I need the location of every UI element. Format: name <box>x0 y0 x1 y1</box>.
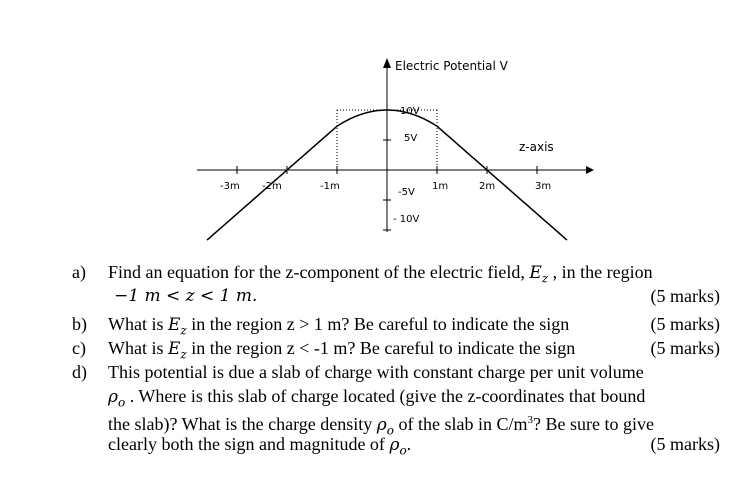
x-tick-label-3: 3m <box>535 181 552 192</box>
question-d-line1: This potential is due a slab of charge with constant charge per unit volume <box>108 362 644 382</box>
question-b-label: b) <box>72 314 87 334</box>
question-b <box>0 314 754 336</box>
question-c-label: c) <box>72 338 86 358</box>
cubic-exponent: 3 <box>527 414 533 426</box>
x-tick-label-2: 2m <box>479 181 496 192</box>
v-axis-label: Electric Potential V <box>395 59 508 73</box>
rho-sub: o <box>118 395 126 410</box>
question-d-line4-post: . <box>406 434 412 454</box>
question-a-line1: Find an equation for the z-component of the electric field, <box>108 262 530 282</box>
question-a-label: a) <box>72 262 86 282</box>
question-a-line1-end: , in the region <box>548 262 653 282</box>
ez-symbol <box>168 315 187 338</box>
rho-symbol <box>376 415 394 438</box>
ez-var: E <box>168 315 181 335</box>
rho-var: ρ <box>376 415 387 435</box>
question-b-marks: (5 marks) <box>650 314 720 334</box>
question-d-line4-pre: clearly both the sign and magnitude of <box>108 434 390 454</box>
question-d-line3-mid: of the slab in C/m <box>394 414 528 434</box>
ez-var: E <box>168 339 181 359</box>
question-a <box>0 262 754 306</box>
question-d <box>0 362 754 462</box>
x-tick-label-1: 1m <box>432 181 449 192</box>
question-a-region: −1 m < z < 1 m. <box>114 286 258 306</box>
y-tick-label-neg10: - 10V <box>393 214 420 225</box>
rho-sub: o <box>399 443 407 458</box>
y-tick-label-neg5: -5V <box>398 187 415 198</box>
y-tick-label-5: 5V <box>404 133 418 144</box>
z-axis-arrow <box>586 166 594 174</box>
question-c <box>0 338 754 360</box>
z-axis-label: z-axis <box>519 140 554 154</box>
question-d-line3-post: ? Be sure to give <box>533 414 654 434</box>
question-c-post: in the region z < -1 m? Be careful to indicate the sign <box>186 338 576 358</box>
rho-var: ρ <box>108 387 118 407</box>
question-a-marks: (5 marks) <box>650 286 720 306</box>
ez-sub: z <box>180 347 187 362</box>
ez-symbol <box>168 339 187 362</box>
ez-symbol <box>529 263 549 286</box>
ez-sub: z <box>180 323 187 338</box>
question-d-line2-text: . Where is this slab of charge located (give the z-coordinates that bound <box>125 386 646 406</box>
v-axis-arrow <box>383 58 391 68</box>
rho-symbol <box>389 435 407 458</box>
ez-sub: z <box>541 271 549 286</box>
question-c-marks: (5 marks) <box>650 338 720 358</box>
question-c-pre: What is <box>108 338 168 358</box>
rho-symbol <box>108 387 126 410</box>
question-b-pre: What is <box>108 314 168 334</box>
x-tick-label-neg2: -2m <box>262 181 282 192</box>
y-tick-label-10: 10V <box>400 106 420 117</box>
question-b-post: in the region z > 1 m? Be careful to indicate the sign <box>186 314 570 334</box>
ez-var: E <box>529 263 542 283</box>
x-tick-label-neg1: -1m <box>320 181 340 192</box>
rho-sub: o <box>386 423 394 438</box>
question-d-label: d) <box>72 362 87 382</box>
question-d-line4 <box>108 434 720 461</box>
x-tick-label-neg3: -3m <box>220 181 240 192</box>
question-d-marks: (5 marks) <box>650 434 720 454</box>
rho-var: ρ <box>389 435 400 455</box>
question-d-line3-pre: the slab)? What is the charge density <box>108 414 377 434</box>
